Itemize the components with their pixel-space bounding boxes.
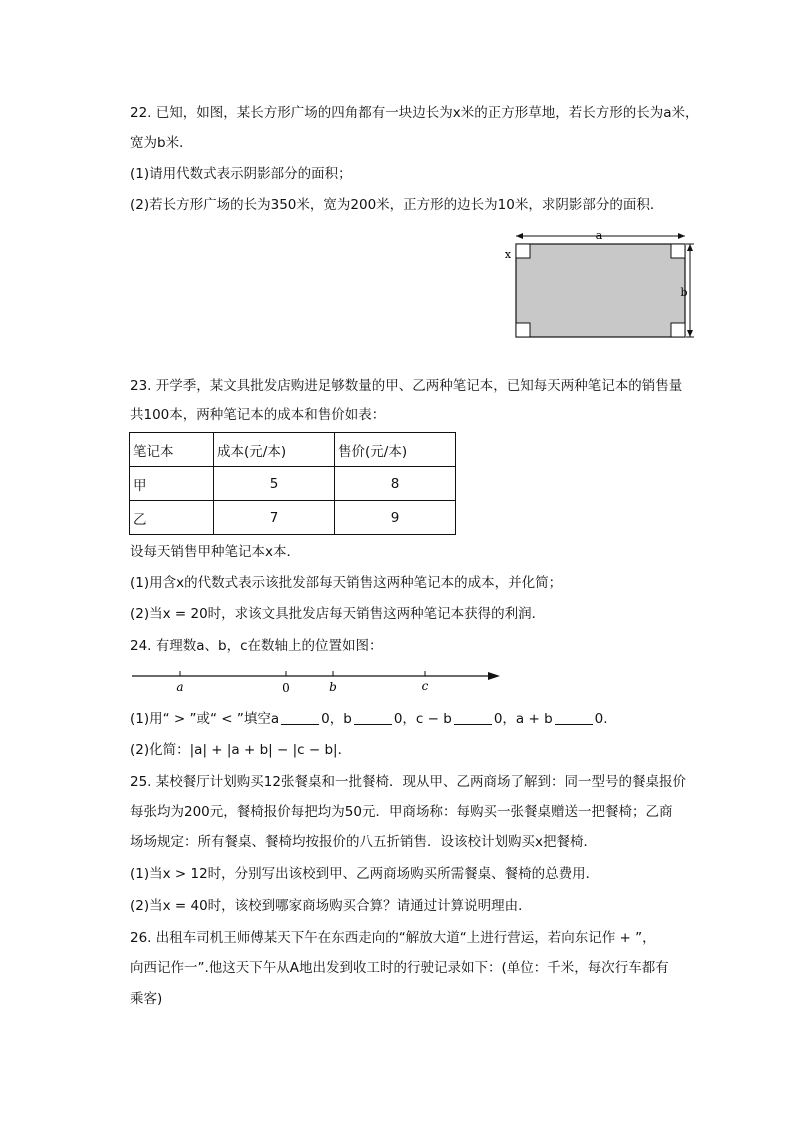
- table-cell: 8: [335, 467, 456, 501]
- tick-label-c: c: [421, 679, 429, 693]
- table-cell: 9: [335, 501, 456, 535]
- q24-part1-mid3: 0，a + b: [493, 711, 553, 727]
- number-line-arrow: [488, 672, 500, 680]
- corner-square-top-left: [516, 244, 530, 258]
- tick-label-zero: 0: [282, 681, 290, 695]
- q24-part1-end: 0.: [594, 711, 608, 727]
- table-row: [130, 467, 456, 501]
- q25-part2: (2)当x = 40时，该校到哪家商场购买合算？请通过计算说明理由．: [130, 898, 532, 914]
- q22-rectangle-figure: [500, 225, 700, 345]
- q23-note: 设每天销售甲种笔记本x本．: [130, 544, 300, 560]
- width-arrow-left: [516, 233, 523, 239]
- q24-part1: [130, 709, 608, 729]
- answer-blank[interactable]: [281, 710, 319, 725]
- tick-label-b: b: [329, 680, 337, 694]
- table-header-cell: 成本(元/本): [214, 433, 335, 467]
- height-label: b: [680, 286, 688, 299]
- q22-line2: 宽为b米．: [130, 135, 193, 151]
- q22-line1: 22. 已知，如图，某长方形广场的四角都有一块边长为x米的正方形草地，若长方形的长为a米，: [130, 105, 699, 121]
- answer-blank[interactable]: [555, 710, 593, 725]
- table-row: [130, 501, 456, 535]
- q22-part1: (1)请用代数式表示阴影部分的面积；: [130, 166, 352, 182]
- q25-line2: 每张均为200元，餐椅报价每把均为50元．甲商场称：每购买一张餐桌赠送一把餐椅；乙商: [130, 804, 673, 820]
- answer-blank[interactable]: [454, 710, 492, 725]
- height-arrow-bottom: [687, 330, 693, 337]
- answer-blank[interactable]: [354, 710, 392, 725]
- q23-line1: 23. 开学季，某文具批发店购进足够数量的甲、乙两种笔记本，已知每天两种笔记本的销售量: [130, 378, 683, 394]
- number-line: [128, 662, 508, 698]
- corner-square-top-right: [671, 244, 685, 258]
- square-side-label: x: [504, 248, 512, 261]
- q22-part2: (2)若长方形广场的长为350米，宽为200米，正方形的边长为10米，求阴影部分的面积．: [130, 197, 664, 213]
- notebook-price-table: [129, 432, 456, 535]
- q23-part1: (1)用含x的代数式表示该批发部每天销售这两种笔记本的成本，并化简；: [130, 575, 563, 591]
- table-header-cell: 售价(元/本): [335, 433, 456, 467]
- table-cell: 5: [214, 467, 335, 501]
- shaded-rectangle: [516, 244, 688, 337]
- q24-part1-prefix: (1)用“ > ”或“ < ”填空a: [130, 711, 280, 727]
- height-arrow-top: [687, 244, 693, 251]
- width-label: a: [595, 229, 603, 242]
- corner-square-bottom-right: [671, 323, 685, 337]
- q25-part1: (1)当x > 12时，分别写出该校到甲、乙两商场购买所需餐桌、餐椅的总费用．: [130, 866, 600, 882]
- table-cell: 乙: [130, 501, 214, 535]
- q25-line1: 25. 某校餐厅计划购买12张餐桌和一批餐椅．现从甲、乙两商场了解到：同一型号的餐桌报价: [130, 774, 686, 790]
- q25-line3: 场场规定：所有餐桌、餐椅均按报价的八五折销售．设该校计划购买x把餐椅．: [130, 834, 597, 850]
- q26-line2: 向西记作一”.他这天下午从A地出发到收工时的行驶记录如下：(单位：千米，每次行车都有: [130, 960, 669, 976]
- q24-part1-mid2: 0，c − b: [393, 711, 452, 727]
- table-header-row: [130, 433, 456, 467]
- table-cell: 甲: [130, 467, 214, 501]
- q23-line2: 共100本，两种笔记本的成本和售价如表：: [130, 407, 386, 423]
- tick-label-a: a: [176, 680, 184, 694]
- q23-part2: (2)当x = 20时，求该文具批发店每天销售这两种笔记本获得的利润．: [130, 606, 546, 622]
- corner-square-bottom-left: [516, 323, 530, 337]
- q24-line1: 24. 有理数a、b，c在数轴上的位置如图：: [130, 638, 383, 654]
- width-arrow-right: [678, 233, 685, 239]
- q24-part2: (2)化简：|a| + |a + b| − |c − b|．: [130, 742, 352, 758]
- q26-line1: 26. 出租车司机王师傅某天下午在东西走向的“解放大道“上进行营运，若向东记作 + ”，: [130, 930, 656, 946]
- table-header-cell: 笔记本: [130, 433, 214, 467]
- table-cell: 7: [214, 501, 335, 535]
- q24-part1-mid1: 0，b: [321, 711, 352, 727]
- q26-line3: 乘客): [130, 991, 163, 1007]
